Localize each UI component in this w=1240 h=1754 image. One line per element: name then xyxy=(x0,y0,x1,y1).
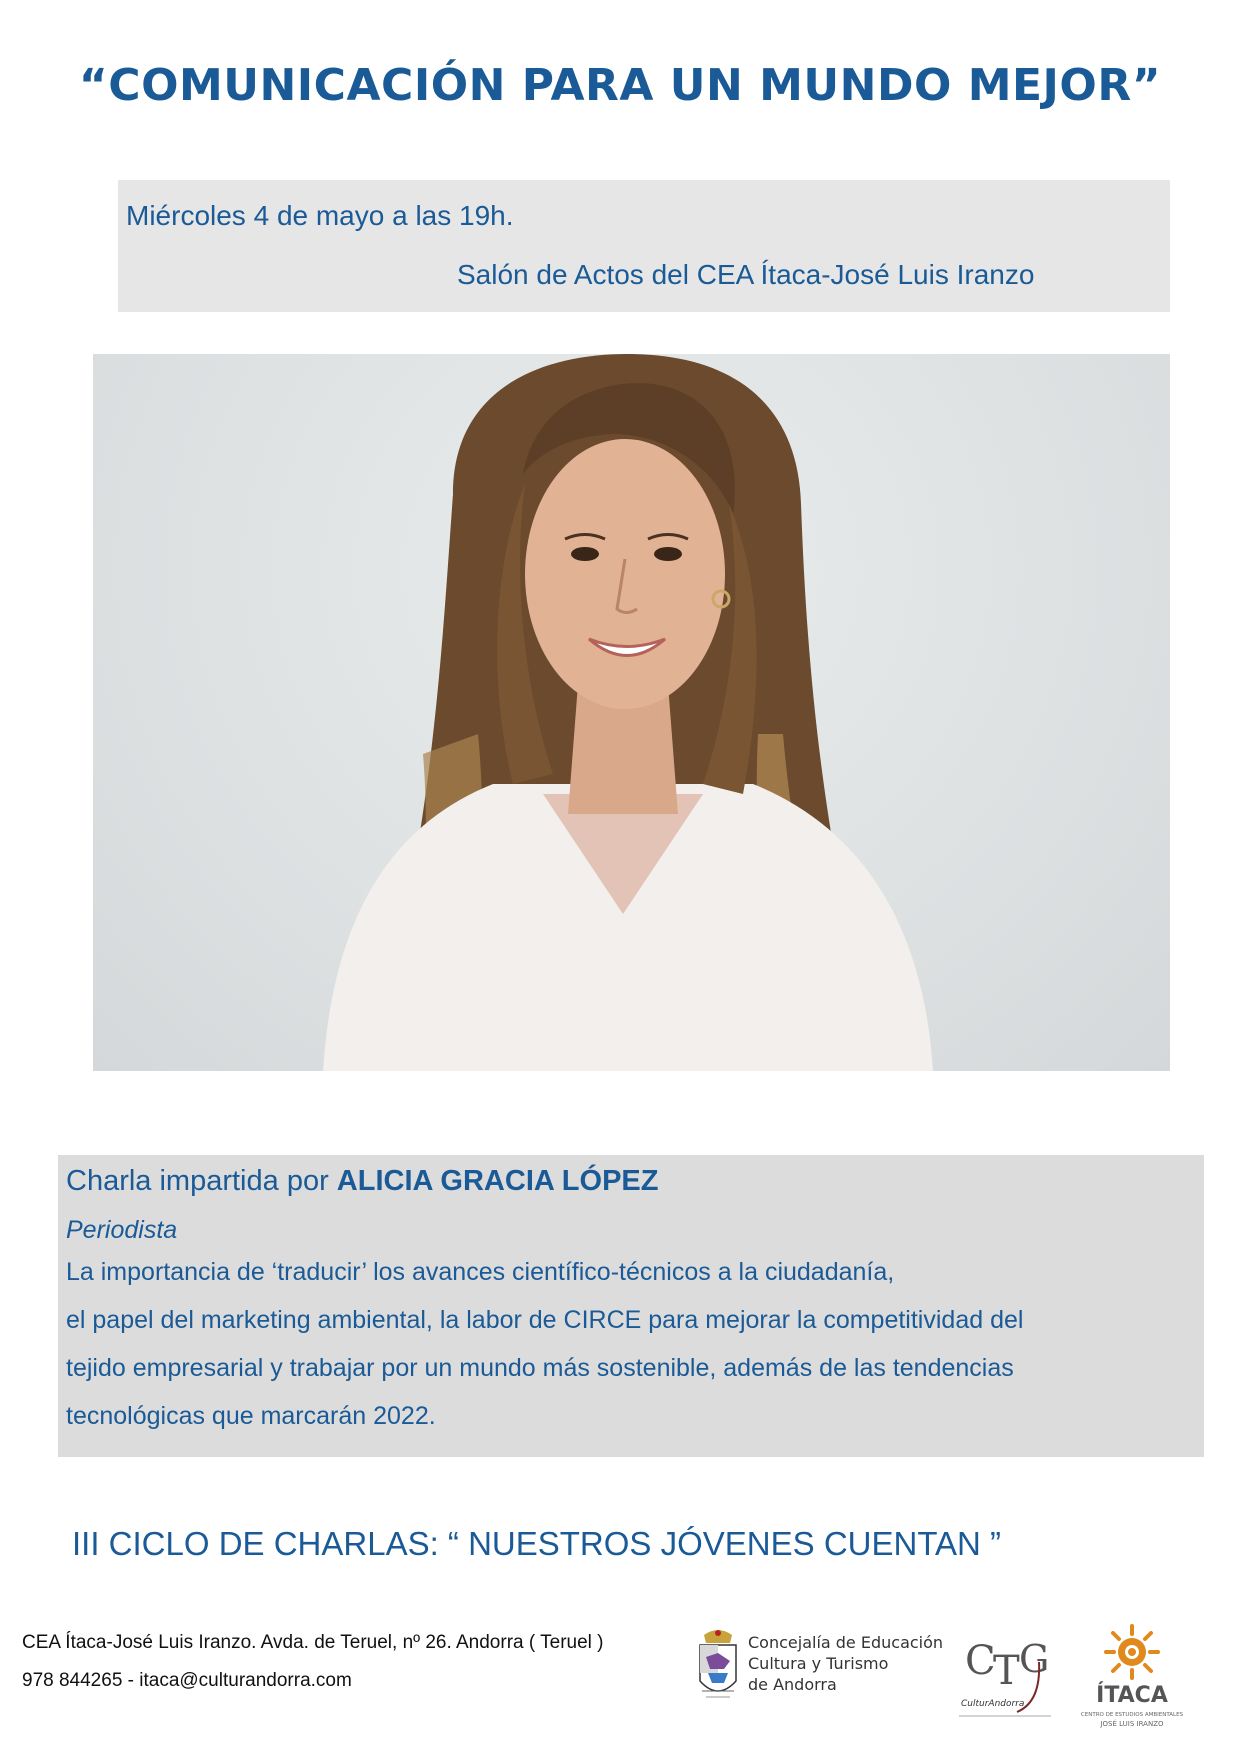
svg-text:G: G xyxy=(1019,1637,1050,1681)
svg-text:C: C xyxy=(965,1638,996,1684)
concejalia-line: Concejalía de Educación xyxy=(748,1633,944,1652)
talk-info-box xyxy=(58,1155,1204,1457)
concejalia-text xyxy=(748,1632,943,1695)
culturandorra-text: CulturAndorra xyxy=(961,1699,1025,1709)
footer-contact: 978 844265 - itaca@culturandorra.com xyxy=(22,1670,352,1691)
svg-text:T: T xyxy=(993,1648,1020,1694)
talk-intro: Charla impartida por xyxy=(66,1165,337,1197)
itaca-subtext: CENTRO DE ESTUDIOS AMBIENTALES xyxy=(1080,1712,1184,1718)
poster-title: “COMUNICACIÓN PARA UN MUNDO MEJOR” xyxy=(78,60,1162,111)
cycle-heading: III CICLO DE CHARLAS: “ NUESTROS JÓVENES CUENTAN ” xyxy=(72,1525,1002,1562)
ayuntamiento-crest-icon xyxy=(694,1625,742,1707)
itaca-wordmark: ÍTACA xyxy=(1096,1683,1168,1708)
event-info-box xyxy=(118,180,1170,312)
speaker-role: Periodista xyxy=(66,1216,178,1244)
event-venue: Salón de Actos del CEA Ítaca-José Luis Iranzo xyxy=(457,259,1035,290)
itaca-subtext: JOSÉ LUIS IRANZO xyxy=(1100,1720,1164,1728)
culturandorra-logo xyxy=(957,1632,1055,1722)
talk-speaker-line xyxy=(66,1165,658,1198)
talk-description-line: el papel del marketing ambiental, la labor de CIRCE para mejorar la competitividad del xyxy=(66,1306,1024,1334)
event-date: Miércoles 4 de mayo a las 19h. xyxy=(126,200,514,231)
talk-description-line: tejido empresarial y trabajar por un mundo más sostenible, además de las tendencias xyxy=(66,1354,1014,1382)
concejalia-line: de Andorra xyxy=(748,1675,837,1694)
speaker-photo xyxy=(93,354,1170,1071)
speaker-name: ALICIA GRACIA LÓPEZ xyxy=(336,1165,659,1197)
talk-description-line: tecnológicas que marcarán 2022. xyxy=(66,1402,436,1430)
concejalia-line: Cultura y Turismo xyxy=(748,1654,889,1673)
footer-address: CEA Ítaca-José Luis Iranzo. Avda. de Teruel, nº 26. Andorra ( Teruel ) xyxy=(22,1632,604,1653)
speaker-portrait-illustration xyxy=(93,354,1170,1071)
talk-description-line: La importancia de ‘traducir’ los avances científico-técnicos a la ciudadanía, xyxy=(66,1258,895,1286)
itaca-logo xyxy=(1077,1622,1187,1732)
